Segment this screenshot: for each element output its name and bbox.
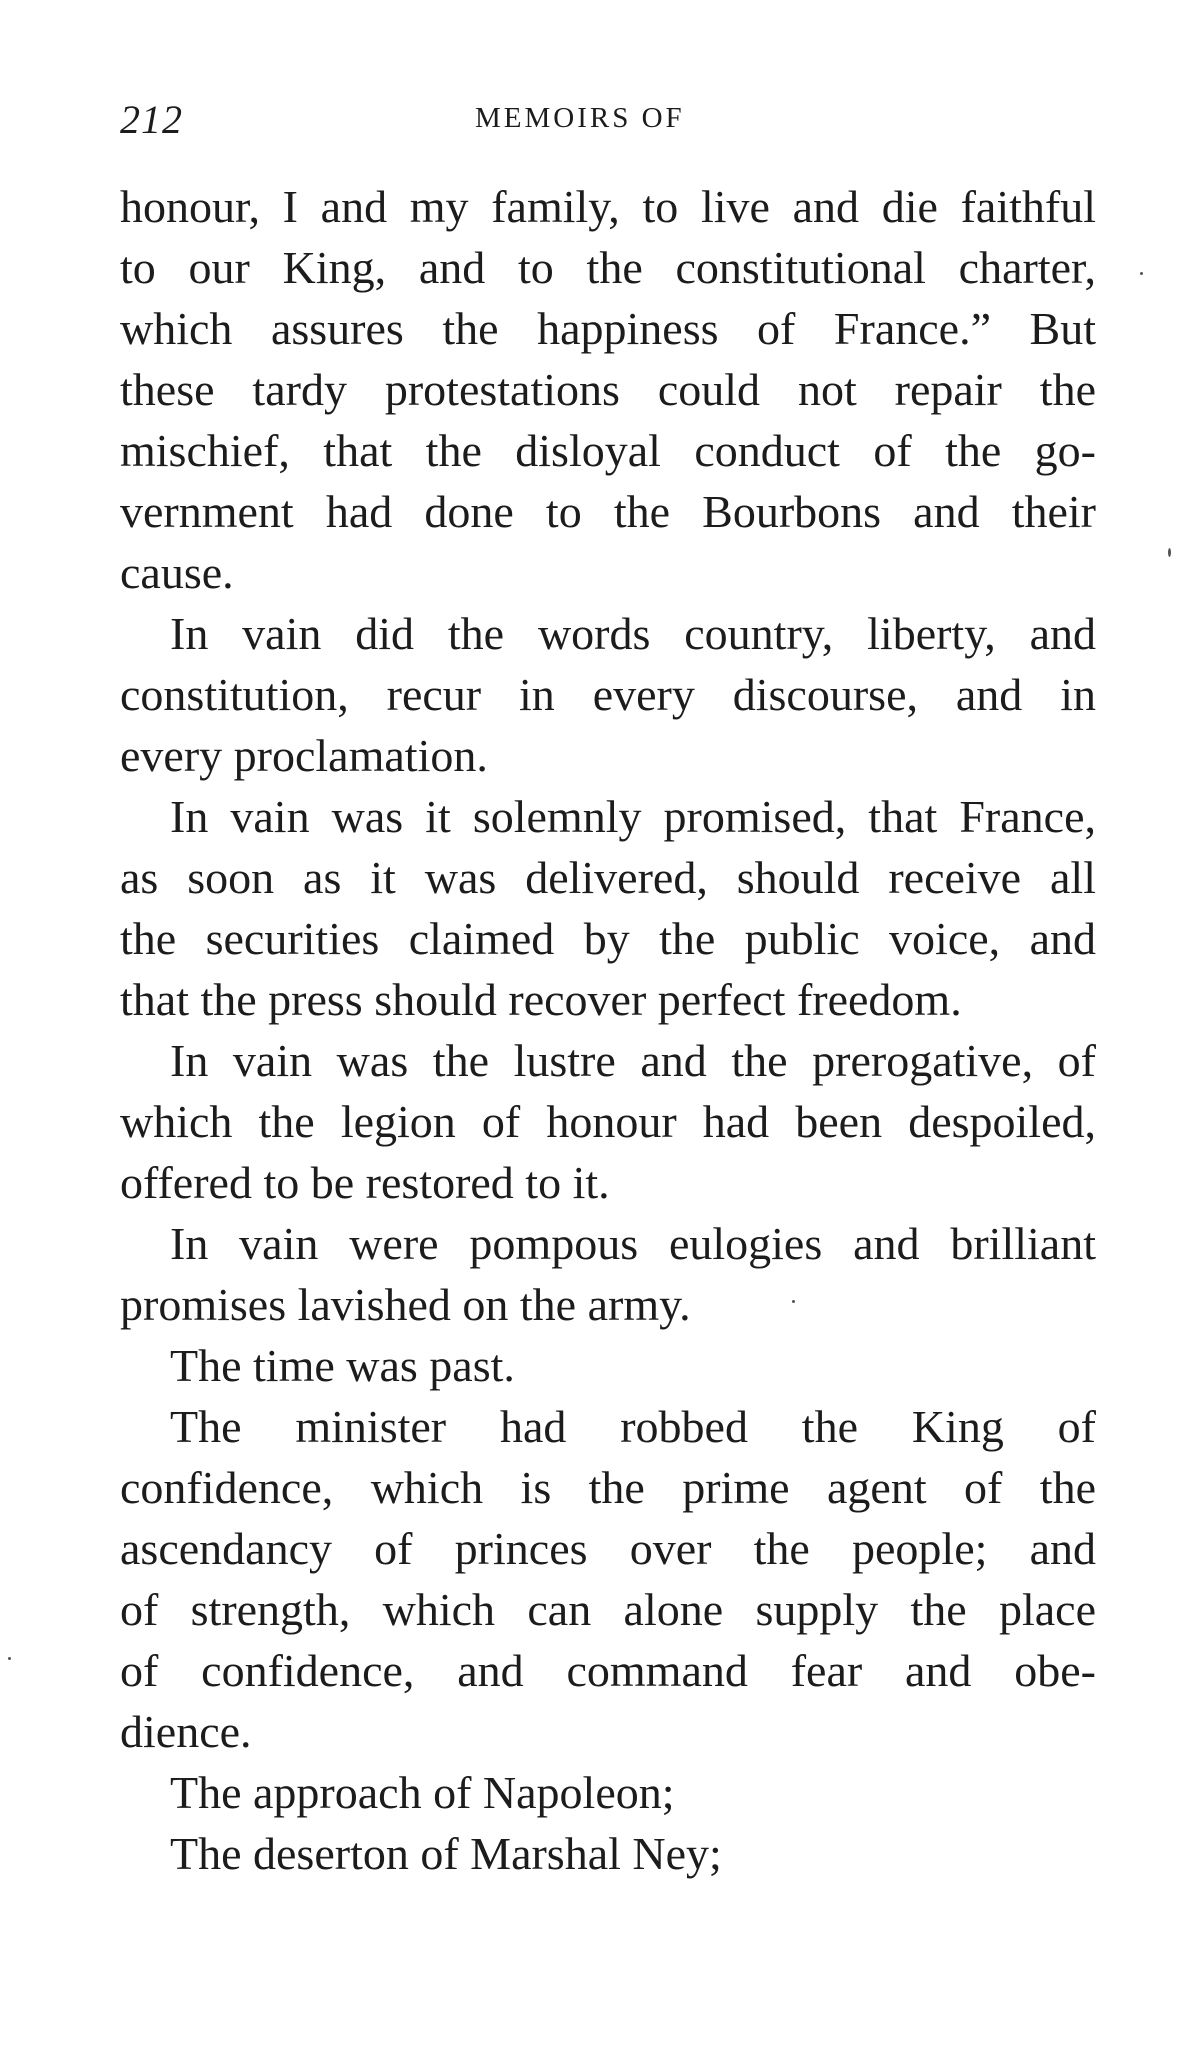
- text-line: In vain did the words country, liberty, and: [170, 608, 1096, 659]
- text-line: every proclamation.: [120, 730, 488, 781]
- text-line: that the press should recover perfect freedom.: [120, 974, 962, 1025]
- paragraph: [120, 603, 1096, 786]
- paragraph: [120, 1213, 1096, 1335]
- text-line: confidence, which is the prime agent of the: [120, 1462, 1096, 1513]
- paragraph: [120, 1335, 1096, 1396]
- text-line: which assures the happiness of France.” But: [120, 303, 1096, 354]
- scan-speck: [8, 1657, 11, 1660]
- body-text: [120, 176, 1096, 1884]
- text-line: which the legion of honour had been despoiled,: [120, 1096, 1096, 1147]
- text-line: of confidence, and command fear and obe-: [120, 1645, 1096, 1696]
- text-line: these tardy protestations could not repair the: [120, 364, 1096, 415]
- text-line: cause.: [120, 547, 234, 598]
- page-number: 212: [120, 97, 183, 142]
- text-line: dience.: [120, 1706, 252, 1757]
- text-line: The approach of Napoleon;: [170, 1767, 675, 1818]
- text-line: as soon as it was delivered, should receive all: [120, 852, 1096, 903]
- paragraph: [120, 1823, 1096, 1884]
- page-header: [120, 96, 1100, 146]
- running-head: MEMOIRS OF: [475, 102, 685, 134]
- text-line: promises lavished on the army.: [120, 1279, 691, 1330]
- text-line: vernment had done to the Bourbons and their: [120, 486, 1096, 537]
- text-line: to our King, and to the constitutional charter,: [120, 242, 1096, 293]
- paragraph: [120, 786, 1096, 1030]
- text-line: ascendancy of princes over the people; and: [120, 1523, 1096, 1574]
- text-line: honour, I and my family, to live and die faithful: [120, 181, 1096, 232]
- paragraph: [120, 1762, 1096, 1823]
- text-line: the securities claimed by the public voice, and: [120, 913, 1096, 964]
- paragraph: [120, 1030, 1096, 1213]
- scan-speck: [1140, 272, 1143, 275]
- text-line: In vain was the lustre and the prerogative, of: [170, 1035, 1096, 1086]
- text-line: The minister had robbed the King of: [170, 1401, 1096, 1452]
- text-line: of strength, which can alone supply the place: [120, 1584, 1096, 1635]
- text-line: The deserton of Marshal Ney;: [170, 1828, 722, 1879]
- text-line: constitution, recur in every discourse, and in: [120, 669, 1096, 720]
- text-line: In vain were pompous eulogies and brilliant: [170, 1218, 1096, 1269]
- scan-speck: [1168, 548, 1171, 557]
- paragraph: [120, 176, 1096, 603]
- text-line: The time was past.: [170, 1340, 515, 1391]
- text-line: offered to be restored to it.: [120, 1157, 610, 1208]
- paragraph: [120, 1396, 1096, 1762]
- text-line: mischief, that the disloyal conduct of the go-: [120, 425, 1096, 476]
- scan-speck: [792, 1300, 795, 1303]
- text-line: In vain was it solemnly promised, that France,: [170, 791, 1096, 842]
